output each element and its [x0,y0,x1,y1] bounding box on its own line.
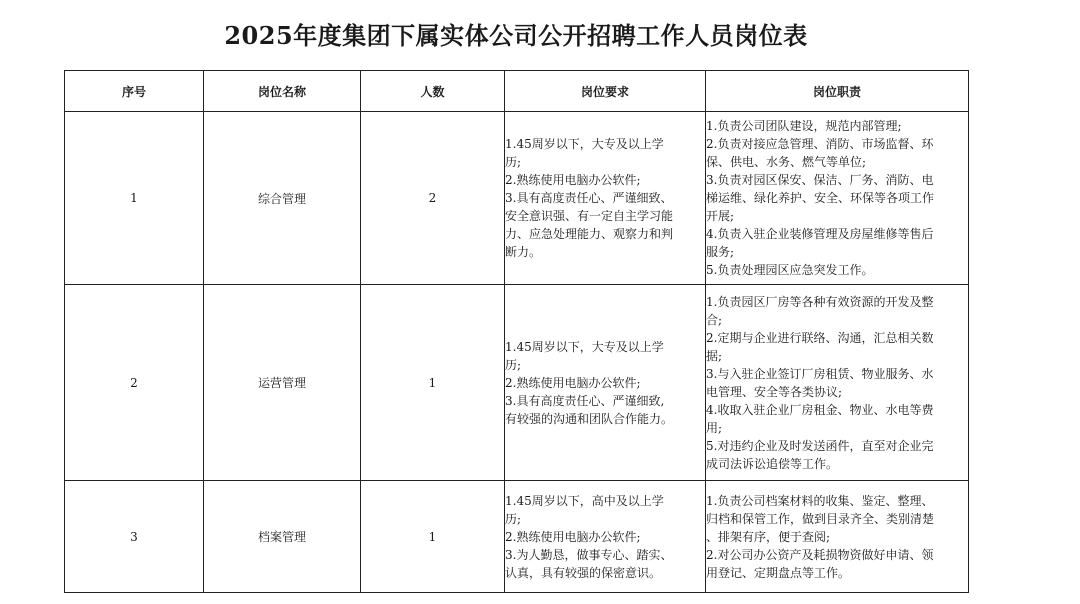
positions-table [64,70,969,593]
duty-line: 、排架有序，便于查阅; [706,529,831,544]
requirement-line: 1.45周岁以下，高中及以上学 [505,493,664,508]
row-duties [706,112,969,285]
duty-line: 5.对违约企业及时发送函件，直至对企业完 [706,438,934,453]
duty-line: 开展; [706,209,735,223]
row-requirements [505,481,706,593]
duty-line: 成司法诉讼追偿等工作。 [706,456,839,471]
requirement-line: 3.具有高度责任心、严谨细致、 [505,191,673,205]
duty-line: 梯运维、绿化养护、安全、环保等各项工作 [706,191,935,205]
duty-line: 用登记、定期盘点等工作。 [706,565,851,580]
requirement-line: 3.为人勤恳，做事专心、踏实、 [505,547,673,562]
table-row [65,285,969,481]
duty-line: 1.负责园区厂房等各种有效资源的开发及整 [706,294,934,309]
duty-line: 保、供电、水务、燃气等单位; [706,155,867,169]
requirement-line: 历; [505,357,522,372]
table-row [65,481,969,593]
header-position-name: 岗位名称 [204,71,361,112]
header-index: 序号 [65,71,204,112]
duty-line: 5.负责处理园区应急突发工作。 [706,263,874,277]
row-requirements [505,285,706,481]
duty-line: 1.负责公司团队建设，规范内部管理; [706,119,902,133]
duty-line: 据; [706,348,723,363]
requirement-line: 1.45周岁以下，大专及以上学 [505,137,664,151]
duty-line: 归档和保管工作，做到目录齐全、类别清楚 [706,511,935,526]
table-row [65,112,969,285]
requirement-line: 力、应急处理能力、观察力和判 [505,227,674,241]
row-index: 3 [65,481,204,593]
requirement-line: 2.熟练使用电脑办公软件; [505,375,641,390]
requirement-line: 断力。 [505,245,542,259]
table-header-row [65,71,969,112]
duty-line: 3.与入驻企业签订厂房租赁、物业服务、水 [706,366,934,381]
row-duties [706,285,969,481]
duty-line: 服务; [706,245,735,259]
duty-line: 2.负责对接应急管理、消防、市场监督、环 [706,137,934,151]
row-count: 1 [361,285,505,481]
header-count: 人数 [361,71,505,112]
row-count: 2 [361,112,505,285]
duty-line: 合; [706,312,723,327]
duty-line: 电管理、安全等各类协议; [706,384,843,399]
requirement-line: 2.熟练使用电脑办公软件; [505,173,641,187]
requirement-line: 安全意识强、有一定自主学习能 [505,209,674,223]
row-duties [706,481,969,593]
duty-line: 2.对公司办公资产及耗损物资做好申请、领 [706,547,934,562]
row-index: 1 [65,112,204,285]
header-requirements: 岗位要求 [505,71,706,112]
row-requirements [505,112,706,285]
requirement-line: 历; [505,511,522,526]
duty-line: 4.负责入驻企业装修管理及房屋维修等售后 [706,227,934,241]
duty-line: 2.定期与企业进行联络、沟通，汇总相关数 [706,330,934,345]
requirement-line: 3.具有高度责任心、严谨细致, [505,393,665,408]
duty-line: 3.负责对园区保安、保洁、厂务、消防、电 [706,173,934,187]
requirement-line: 历; [505,155,522,169]
duty-line: 4.收取入驻企业厂房租金、物业、水电等费 [706,402,934,417]
row-position-name: 档案管理 [204,481,361,593]
page-title: 2025年度集团下属实体公司公开招聘工作人员岗位表 [224,21,808,50]
requirement-line: 有较强的沟通和团队合作能力。 [505,411,674,426]
duty-line: 1.负责公司档案材料的收集、鉴定、整理、 [706,493,934,508]
row-position-name: 综合管理 [204,112,361,285]
requirement-line: 2.熟练使用电脑办公软件; [505,529,641,544]
requirement-line: 认真，具有较强的保密意识。 [505,565,662,580]
header-duties: 岗位职责 [706,71,969,112]
row-position-name: 运营管理 [204,285,361,481]
requirement-line: 1.45周岁以下，大专及以上学 [505,339,664,354]
duty-line: 用; [706,420,723,435]
row-index: 2 [65,285,204,481]
row-count: 1 [361,481,505,593]
